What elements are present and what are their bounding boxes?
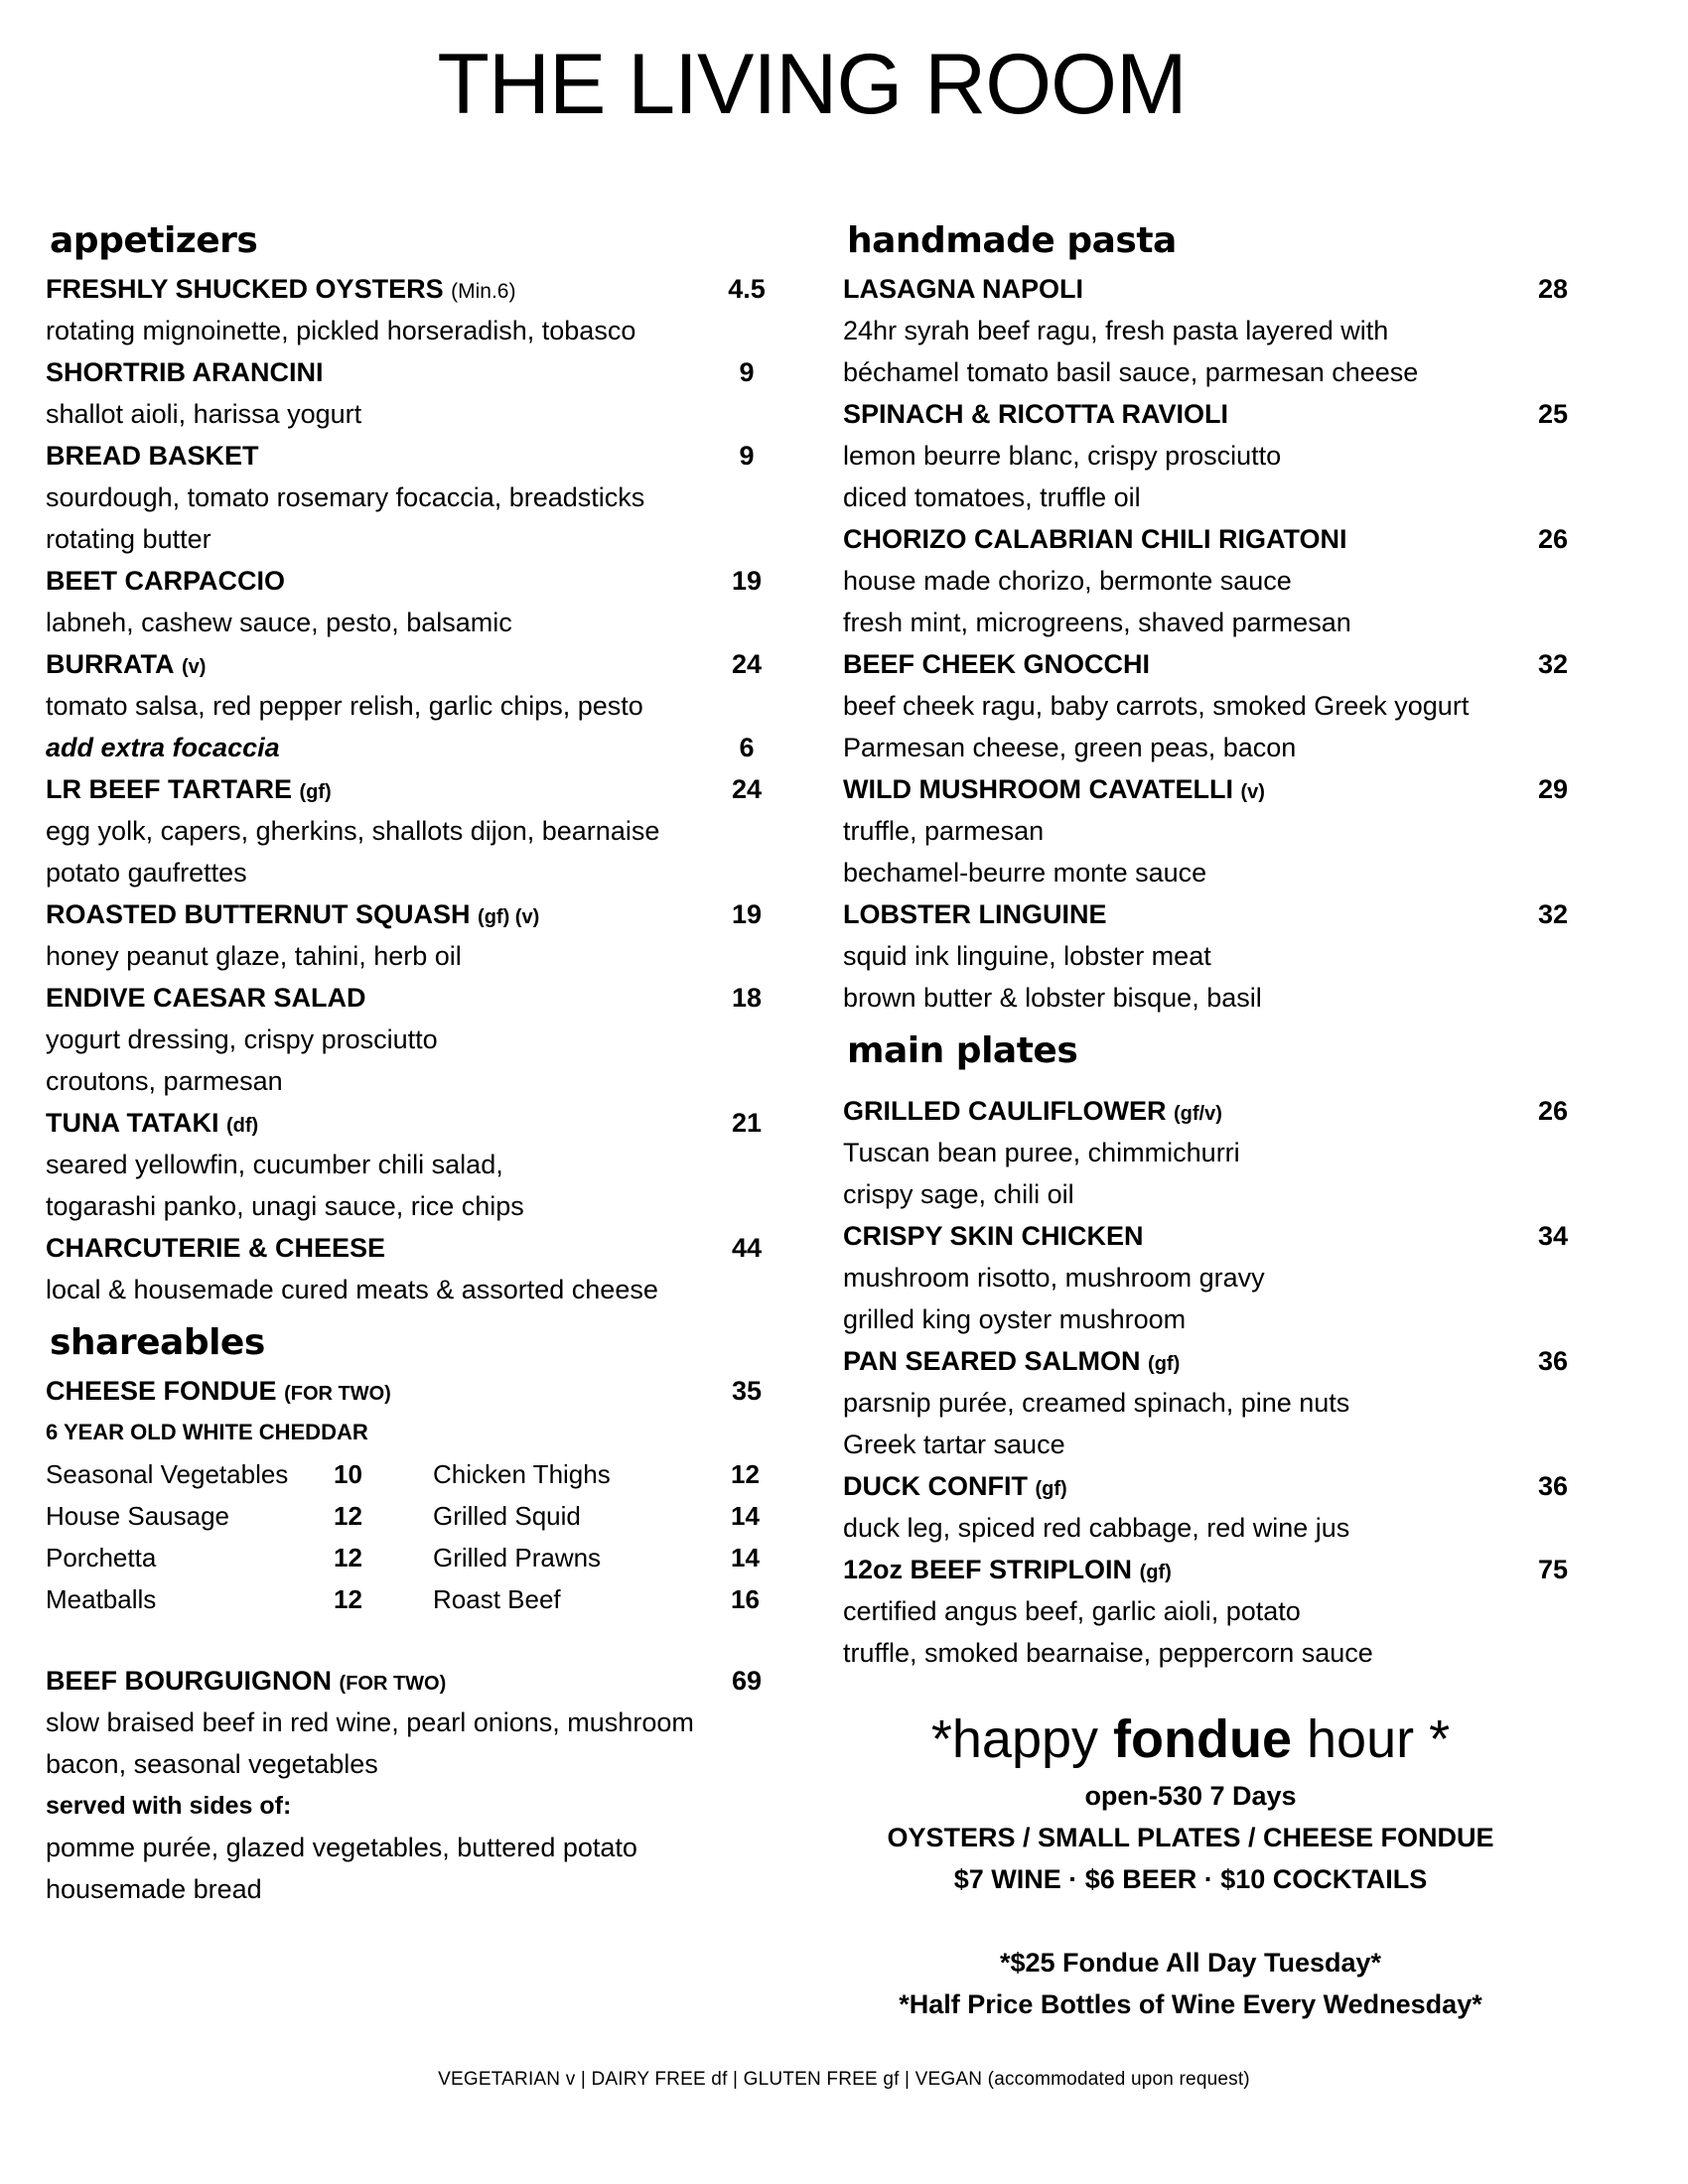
item-description: certified angus beef, garlic aioli, potato bbox=[843, 1596, 1301, 1626]
item-price: 36 bbox=[1537, 1346, 1568, 1376]
restaurant-title: THE LIVING ROOM bbox=[437, 37, 1187, 132]
menu-item bbox=[843, 643, 1568, 685]
item-description: house made chorizo, bermonte sauce bbox=[843, 566, 1292, 596]
pasta-list bbox=[843, 268, 1568, 1019]
item-name: DUCK CONFIT bbox=[843, 1471, 1028, 1501]
addon-name: House Sausage bbox=[46, 1501, 230, 1531]
item-description: lemon beurre blanc, crispy prosciutto bbox=[843, 441, 1282, 471]
item-name: BREAD BASKET bbox=[46, 441, 259, 471]
item-description: Parmesan cheese, green peas, bacon bbox=[843, 733, 1297, 762]
addon-price: 12 bbox=[334, 1543, 362, 1572]
item-name: SHORTRIB ARANCINI bbox=[46, 357, 324, 387]
item-description: bacon, seasonal vegetables bbox=[46, 1749, 378, 1779]
happy-title-pre: *happy bbox=[930, 1709, 1114, 1769]
item-price: 26 bbox=[1537, 1096, 1568, 1126]
dietary-legend: VEGETARIAN v | DAIRY FREE df | GLUTEN FREE gf | VEGAN (accommodated upon request) bbox=[438, 2069, 1250, 2090]
item-price: 75 bbox=[1537, 1555, 1568, 1584]
item-name: SPINACH & RICOTTA RAVIOLI bbox=[843, 399, 1228, 429]
item-price: 24 bbox=[731, 649, 763, 679]
item-name: add extra focaccia bbox=[46, 733, 280, 762]
item-price: 69 bbox=[731, 1666, 763, 1696]
menu-item bbox=[46, 1370, 766, 1412]
menu-item bbox=[843, 268, 1568, 310]
menu-item bbox=[843, 1465, 1568, 1507]
fondue-subtitle: 6 YEAR OLD WHITE CHEDDAR bbox=[46, 1420, 368, 1444]
happy-hour-title bbox=[843, 1707, 1538, 1771]
item-description: duck leg, spiced red cabbage, red wine jus bbox=[843, 1513, 1350, 1543]
section-heading-shareables: shareables bbox=[50, 1322, 265, 1363]
item-description: rotating mignoinette, pickled horseradish, tobasco bbox=[46, 316, 636, 345]
item-note: (FOR TWO) bbox=[339, 1673, 447, 1695]
item-price: 28 bbox=[1537, 274, 1568, 304]
item-note: (v) bbox=[1240, 781, 1265, 803]
menu-item bbox=[46, 643, 766, 685]
item-price: 19 bbox=[731, 899, 763, 929]
item-description: bechamel-beurre monte sauce bbox=[843, 858, 1207, 887]
item-description: housemade bread bbox=[46, 1874, 262, 1904]
item-price: 21 bbox=[731, 1108, 763, 1138]
addon-name: Meatballs bbox=[46, 1584, 157, 1614]
section-heading-pasta: handmade pasta bbox=[847, 220, 1177, 261]
menu-item bbox=[46, 268, 766, 310]
addon-name: Seasonal Vegetables bbox=[46, 1459, 289, 1489]
item-note: (FOR TWO) bbox=[284, 1383, 391, 1405]
item-name: ENDIVE CAESAR SALAD bbox=[46, 983, 366, 1013]
item-description: beef cheek ragu, baby carrots, smoked Greek yogurt bbox=[843, 691, 1470, 721]
item-name: TUNA TATAKI bbox=[46, 1108, 219, 1138]
item-note: (v) bbox=[182, 656, 207, 678]
item-description: honey peanut glaze, tahini, herb oil bbox=[46, 941, 462, 971]
item-price: 34 bbox=[1537, 1221, 1568, 1251]
menu-item bbox=[843, 1549, 1568, 1590]
mains-list bbox=[843, 1090, 1568, 1674]
item-note: (gf) (v) bbox=[478, 906, 540, 928]
item-name: BEEF CHEEK GNOCCHI bbox=[843, 649, 1151, 679]
item-description: tomato salsa, red pepper relish, garlic chips, pesto bbox=[46, 691, 643, 721]
menu-item bbox=[46, 893, 766, 935]
item-description: potato gaufrettes bbox=[46, 858, 247, 887]
menu-item bbox=[843, 893, 1568, 935]
item-price: 26 bbox=[1537, 524, 1568, 554]
item-description: béchamel tomato basil sauce, parmesan cheese bbox=[843, 357, 1419, 387]
menu-item bbox=[843, 768, 1568, 810]
item-name: WILD MUSHROOM CAVATELLI bbox=[843, 774, 1233, 804]
item-name: FRESHLY SHUCKED OYSTERS bbox=[46, 274, 444, 304]
item-note: (gf) bbox=[1148, 1353, 1181, 1375]
item-description: 24hr syrah beef ragu, fresh pasta layered with bbox=[843, 316, 1389, 345]
appetizers-list bbox=[46, 268, 766, 1310]
item-description: crispy sage, chili oil bbox=[843, 1179, 1074, 1209]
item-note: (gf) bbox=[1035, 1478, 1067, 1500]
addon-name: Porchetta bbox=[46, 1543, 157, 1572]
item-description: yogurt dressing, crispy prosciutto bbox=[46, 1024, 438, 1054]
menu-item bbox=[46, 977, 766, 1019]
happy-hour-line2: $7 WINE · $6 BEER · $10 COCKTAILS bbox=[953, 1864, 1428, 1894]
item-description: brown butter & lobster bisque, basil bbox=[843, 983, 1262, 1013]
addon-price: 10 bbox=[334, 1459, 362, 1489]
item-description: mushroom risotto, mushroom gravy bbox=[843, 1263, 1265, 1293]
menu-item bbox=[46, 435, 766, 477]
item-name: BURRATA bbox=[46, 649, 175, 679]
right-column bbox=[843, 220, 1568, 1674]
item-price: 29 bbox=[1537, 774, 1568, 804]
item-description: local & housemade cured meats & assorted cheese bbox=[46, 1275, 658, 1304]
addon-name: Roast Beef bbox=[433, 1584, 561, 1614]
item-description: shallot aioli, harissa yogurt bbox=[46, 399, 362, 429]
item-description: squid ink linguine, lobster meat bbox=[843, 941, 1211, 971]
menu-item bbox=[46, 1102, 766, 1144]
menu-item bbox=[843, 393, 1568, 435]
promo-wednesday: *Half Price Bottles of Wine Every Wednesday* bbox=[899, 1989, 1482, 2019]
item-price: 25 bbox=[1537, 399, 1568, 429]
item-name: PAN SEARED SALMON bbox=[843, 1346, 1141, 1376]
item-description: Tuscan bean puree, chimmichurri bbox=[843, 1138, 1240, 1167]
item-price: 32 bbox=[1537, 649, 1568, 679]
sides-label: served with sides of: bbox=[46, 1792, 292, 1820]
menu-item bbox=[46, 351, 766, 393]
item-description: Greek tartar sauce bbox=[843, 1430, 1065, 1459]
addon-price: 12 bbox=[334, 1501, 362, 1531]
happy-title-post: hour * bbox=[1292, 1709, 1451, 1769]
item-description: sourdough, tomato rosemary focaccia, breadsticks bbox=[46, 482, 645, 512]
item-name: CHEESE FONDUE bbox=[46, 1376, 277, 1406]
item-description: grilled king oyster mushroom bbox=[843, 1304, 1187, 1334]
item-name: ROASTED BUTTERNUT SQUASH bbox=[46, 899, 471, 929]
promo-tuesday: *$25 Fondue All Day Tuesday* bbox=[999, 1948, 1382, 1978]
item-price: 4.5 bbox=[728, 274, 766, 304]
item-description: pomme purée, glazed vegetables, buttered potato bbox=[46, 1833, 637, 1862]
item-price: 36 bbox=[1537, 1471, 1568, 1501]
item-name: 12oz BEEF STRIPLOIN bbox=[843, 1555, 1133, 1584]
menu-item bbox=[843, 1215, 1568, 1257]
item-price: 44 bbox=[731, 1233, 763, 1263]
item-price: 24 bbox=[731, 774, 763, 804]
item-name: LR BEEF TARTARE bbox=[46, 774, 292, 804]
item-description: seared yellowfin, cucumber chili salad, bbox=[46, 1150, 503, 1179]
item-name: LASAGNA NAPOLI bbox=[843, 274, 1083, 304]
addon-name: Chicken Thighs bbox=[433, 1459, 611, 1489]
item-description: slow braised beef in red wine, pearl onions, mushroom bbox=[46, 1707, 694, 1737]
menu-item bbox=[46, 560, 766, 602]
menu-item bbox=[46, 768, 766, 810]
menu-item bbox=[46, 1227, 766, 1269]
menu-item bbox=[843, 1090, 1568, 1132]
item-price: 32 bbox=[1537, 899, 1568, 929]
addon-row bbox=[46, 1495, 766, 1537]
item-note: (Min.6) bbox=[451, 280, 516, 303]
item-name: LOBSTER LINGUINE bbox=[843, 899, 1107, 929]
item-description: togarashi panko, unagi sauce, rice chips bbox=[46, 1191, 524, 1221]
addon-price: 12 bbox=[334, 1584, 362, 1614]
addon-price: 12 bbox=[731, 1459, 760, 1489]
item-note: (df) bbox=[225, 1115, 259, 1137]
item-price: 35 bbox=[731, 1376, 763, 1406]
item-price: 9 bbox=[739, 357, 755, 387]
menu-item bbox=[843, 518, 1568, 560]
addon-row bbox=[46, 1537, 766, 1578]
addon-price: 14 bbox=[731, 1501, 760, 1531]
item-name: BEEF BOURGUIGNON bbox=[46, 1666, 333, 1696]
addon-row bbox=[46, 1578, 766, 1620]
item-note: (gf) bbox=[1139, 1562, 1172, 1583]
item-description: parsnip purée, creamed spinach, pine nuts bbox=[843, 1388, 1350, 1418]
fondue-addons bbox=[46, 1453, 766, 1620]
addon-price: 16 bbox=[731, 1584, 760, 1614]
addon-name: Grilled Prawns bbox=[433, 1543, 602, 1572]
section-heading-appetizers: appetizers bbox=[50, 220, 258, 261]
item-price: 18 bbox=[731, 983, 763, 1013]
item-description: egg yolk, capers, gherkins, shallots dijon, bearnaise bbox=[46, 816, 660, 846]
item-note: (gf/v) bbox=[1173, 1103, 1222, 1125]
left-column bbox=[46, 220, 766, 1910]
happy-hour-time: open-530 7 Days bbox=[1084, 1781, 1297, 1811]
addon-name: Grilled Squid bbox=[433, 1501, 581, 1531]
item-price: 19 bbox=[731, 566, 763, 596]
item-name: BEET CARPACCIO bbox=[46, 566, 286, 596]
item-description: croutons, parmesan bbox=[46, 1066, 283, 1096]
item-name: CRISPY SKIN CHICKEN bbox=[843, 1221, 1144, 1251]
item-name: CHARCUTERIE & CHEESE bbox=[46, 1233, 386, 1263]
item-description: truffle, parmesan bbox=[843, 816, 1045, 846]
item-name: CHORIZO CALABRIAN CHILI RIGATONI bbox=[843, 524, 1347, 554]
addon-price: 14 bbox=[731, 1543, 760, 1572]
menu-item bbox=[46, 727, 766, 768]
menu-item bbox=[843, 1340, 1568, 1382]
menu-item bbox=[46, 1660, 766, 1702]
section-heading-mains: main plates bbox=[847, 1030, 1078, 1071]
item-description: truffle, smoked bearnaise, peppercorn sauce bbox=[843, 1638, 1373, 1668]
item-price: 9 bbox=[739, 441, 755, 471]
item-description: labneh, cashew sauce, pesto, balsamic bbox=[46, 608, 512, 637]
item-price: 6 bbox=[739, 733, 755, 762]
addon-row bbox=[46, 1453, 766, 1495]
happy-title-bold: fondue bbox=[1113, 1709, 1292, 1769]
item-description: fresh mint, microgreens, shaved parmesan bbox=[843, 608, 1351, 637]
item-note: (gf) bbox=[299, 781, 332, 803]
item-name: GRILLED CAULIFLOWER bbox=[843, 1096, 1167, 1126]
item-description: rotating butter bbox=[46, 524, 211, 554]
item-description: diced tomatoes, truffle oil bbox=[843, 482, 1141, 512]
happy-hour-line1: OYSTERS / SMALL PLATES / CHEESE FONDUE bbox=[887, 1823, 1494, 1852]
